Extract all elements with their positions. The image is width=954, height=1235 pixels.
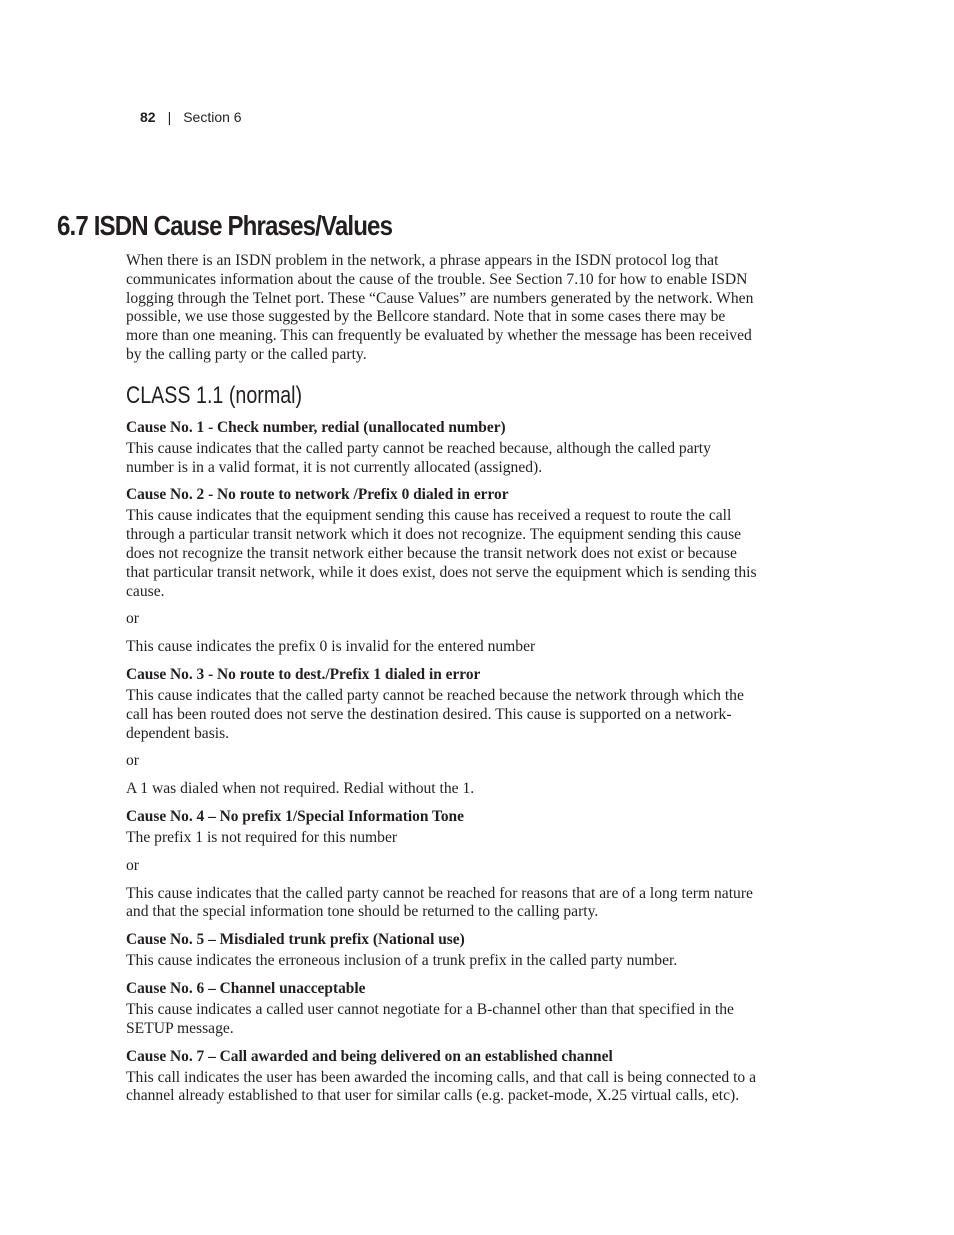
cause-title: Cause No. 1 - Check number, redial (unallocated number) [126, 418, 506, 436]
cause-entry [126, 665, 760, 799]
cause-title: Cause No. 3 - No route to dest./Prefix 1 dialed in error [126, 665, 481, 683]
intro-paragraph: When there is an ISDN problem in the network, a phrase appears in the ISDN protocol log that communicates information about the cause of the trouble. See Section 7.10 for how to enable ISDN logging through the Telnet port. These “Cause Values” are numbers generated by the network. When possible, we use those suggested by the Bellcore standard. Note that in some cases there may be more than one meaning. This can frequently be evaluated by whether the message has been received by the calling party or the called party. [126, 252, 754, 363]
page-body [126, 252, 760, 1106]
cause-title: Cause No. 4 – No prefix 1/Special Information Tone [126, 807, 464, 825]
cause-entry [126, 485, 760, 657]
class-heading: CLASS 1.1 (normal) [126, 381, 303, 409]
cause-entry [126, 1047, 760, 1107]
cause-paragraph: This cause indicates the prefix 0 is invalid for the entered number [126, 638, 536, 656]
page-number: 82 [140, 109, 156, 125]
cause-paragraph: This cause indicates the erroneous inclusion of a trunk prefix in the called party number. [126, 952, 678, 970]
cause-paragraph: This cause indicates that the called party cannot be reached because the network through which the call has been routed does not serve the destination desired. This cause is supported on a network-dependent basis. [126, 686, 744, 742]
cause-paragraph-or: or [126, 856, 139, 874]
cause-title: Cause No. 7 – Call awarded and being delivered on an established channel [126, 1047, 613, 1065]
section-label: Section 6 [183, 109, 242, 125]
section-title: 6.7 ISDN Cause Phrases/Values [57, 210, 393, 241]
cause-title: Cause No. 6 – Channel unacceptable [126, 979, 366, 997]
cause-paragraph: This cause indicates a called user cannot negotiate for a B-channel other than that specified in the SETUP message. [126, 1000, 734, 1037]
cause-paragraph: The prefix 1 is not required for this number [126, 828, 398, 846]
cause-paragraph: This call indicates the user has been awarded the incoming calls, and that call is being connected to a channel already established to that user for similar calls (e.g. packet-mode, X.25 virtual calls, etc). [126, 1068, 757, 1105]
cause-entry [126, 807, 760, 922]
cause-entry [126, 418, 760, 478]
running-header [140, 109, 242, 125]
cause-paragraph: This cause indicates that the called party cannot be reached for reasons that are of a long term nature and that the special information tone should be returned to the calling party. [126, 884, 753, 921]
cause-title: Cause No. 5 – Misdialed trunk prefix (National use) [126, 931, 465, 949]
cause-paragraph: A 1 was dialed when not required. Redial without the 1. [126, 780, 475, 798]
cause-paragraph: This cause indicates that the called party cannot be reached because, although the called party number is in a valid format, it is not currently allocated (assigned). [126, 439, 711, 476]
cause-paragraph-or: or [126, 610, 139, 628]
cause-title: Cause No. 2 - No route to network /Prefix 0 dialed in error [126, 486, 509, 504]
cause-paragraph: This cause indicates that the equipment sending this cause has received a request to route the call through a particular transit network which it does not recognize. The equipment sending this cause does not recognize the transit network either because the transit network does not exist or because that particular transit network, while it does exist, does not serve the equipment which is sending this cause. [126, 507, 757, 600]
cause-entry [126, 979, 760, 1039]
cause-paragraph-or: or [126, 752, 139, 770]
cause-entry [126, 930, 760, 971]
header-separator: | [167, 109, 172, 125]
